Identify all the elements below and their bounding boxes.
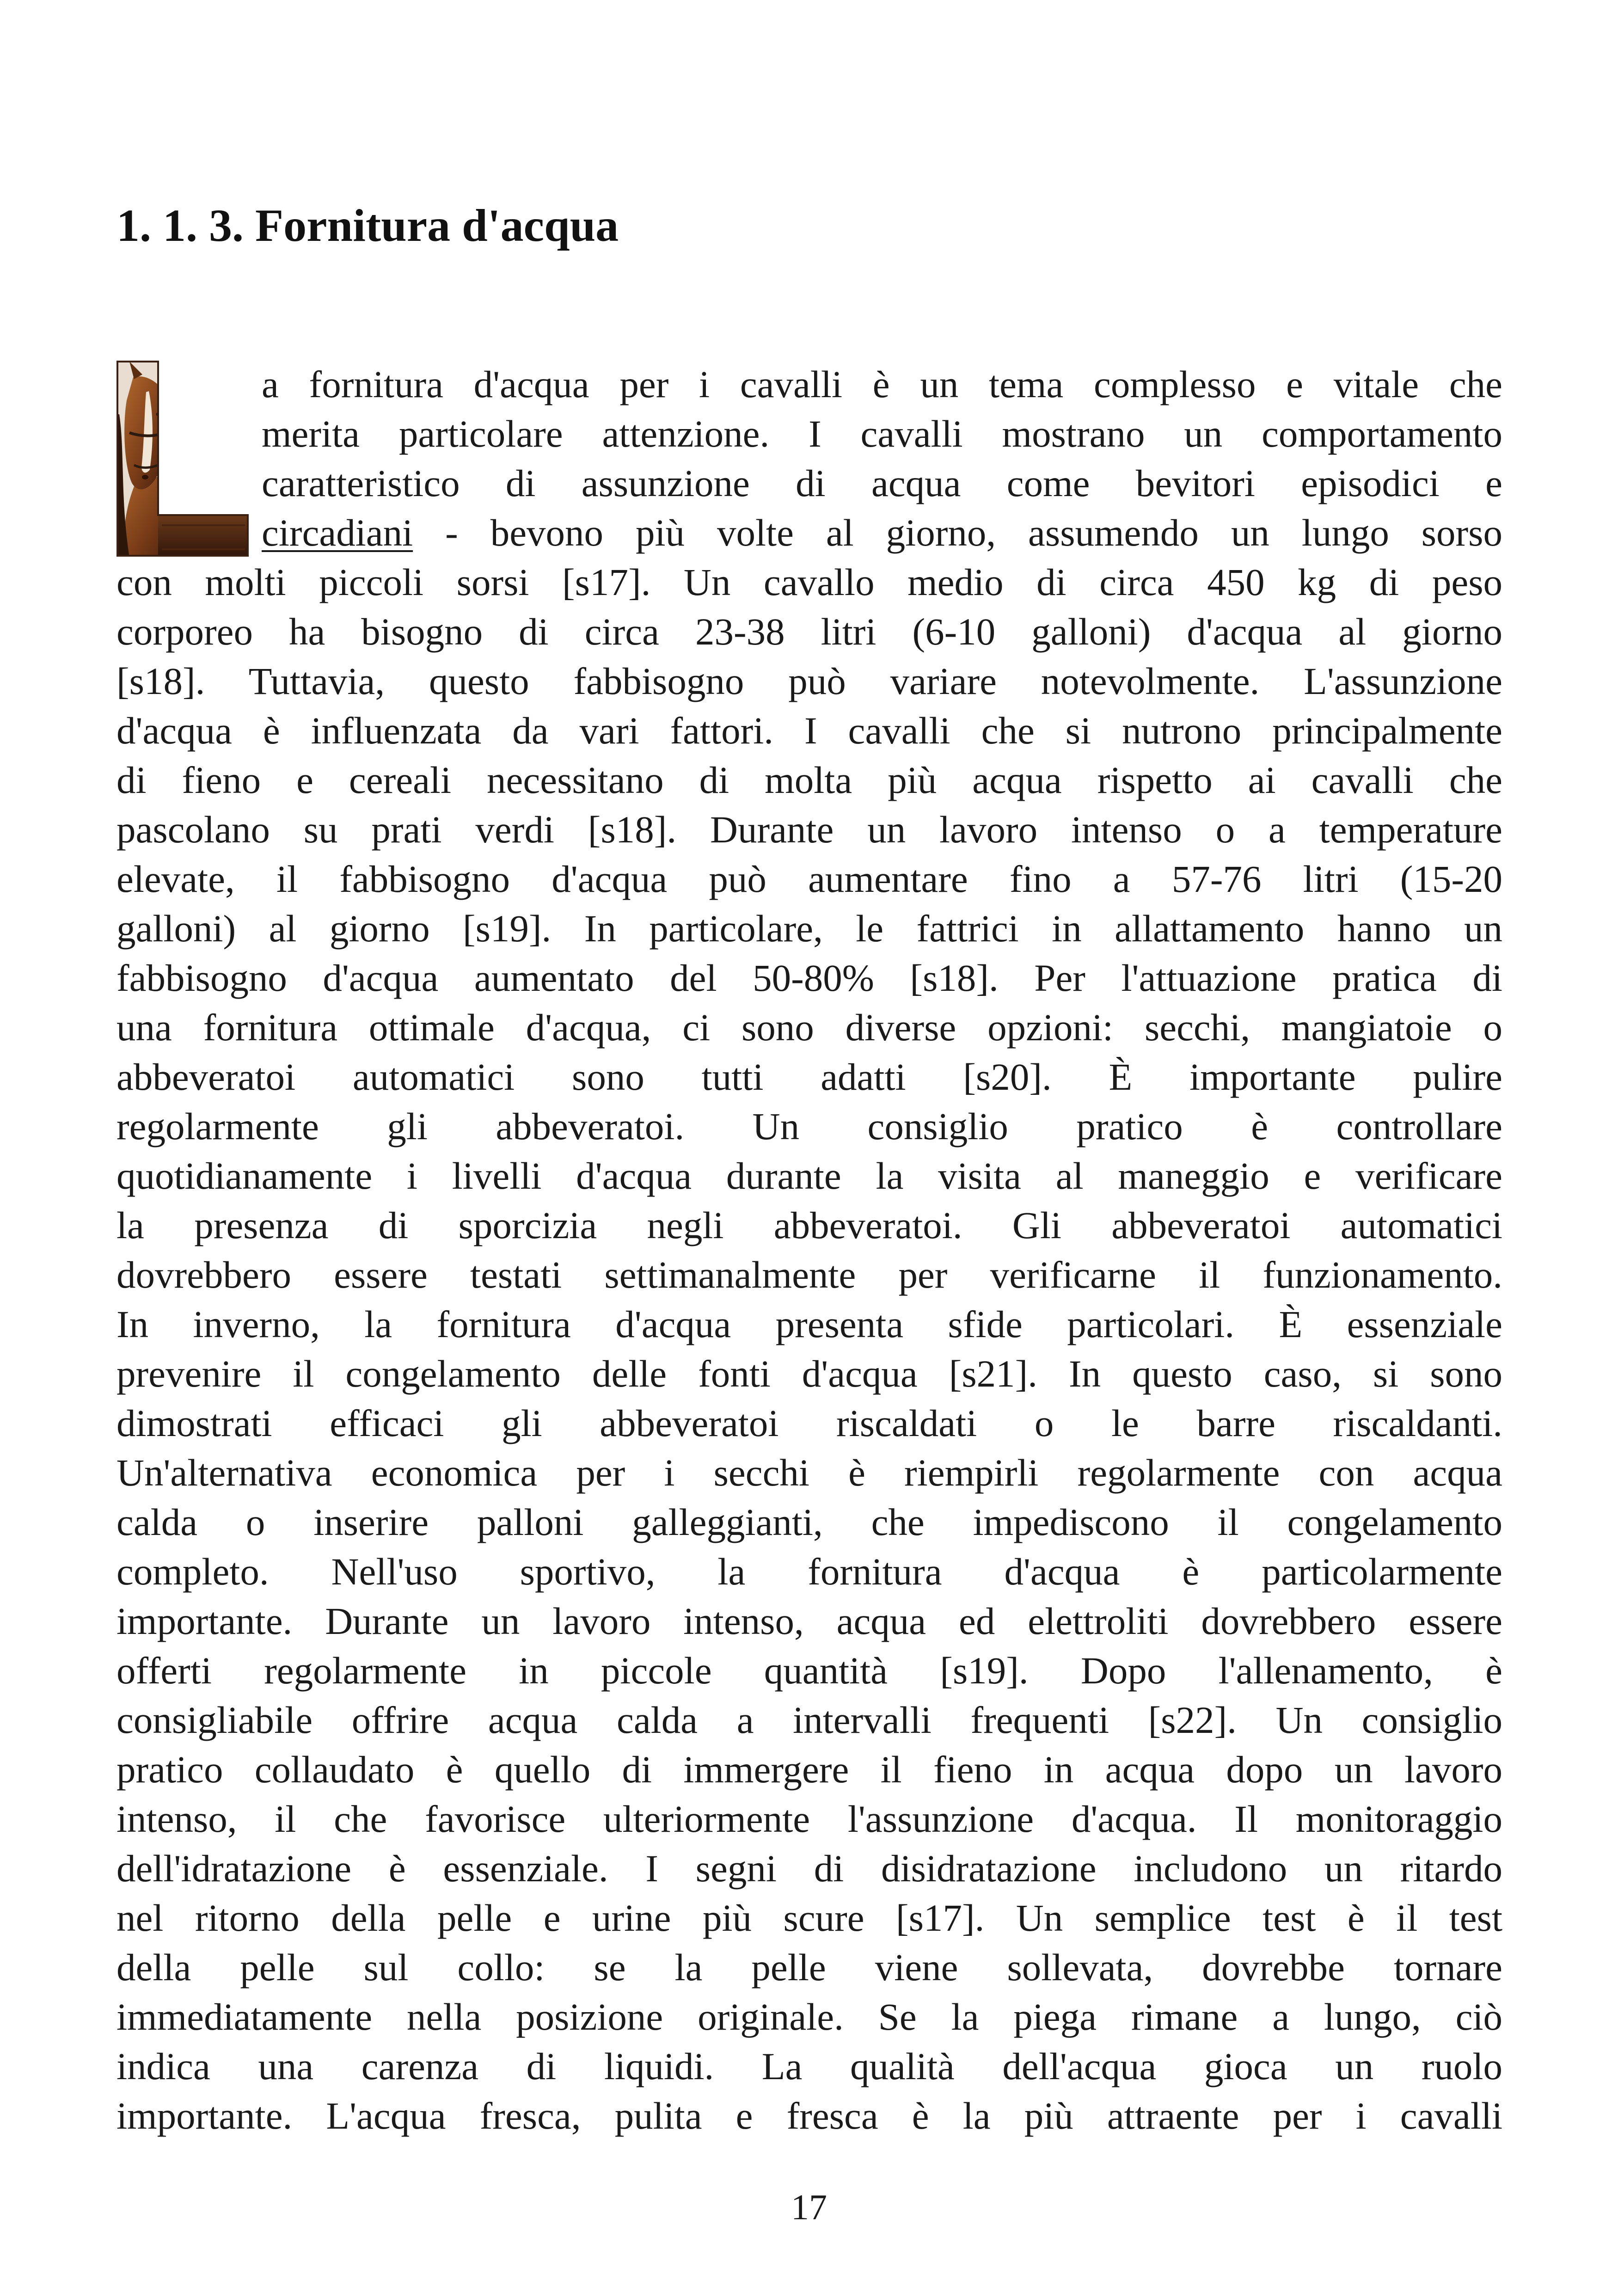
body-line: immediatamente nella posizione originale. Se la piega rimane a lungo, ciò [116,1995,1502,2038]
body-line: Un'alternativa economica per i secchi è riempirli regolarmente con acqua [116,1451,1502,1494]
body-line: quotidianamente i livelli d'acqua durante la visita al maneggio e verificare [116,1154,1502,1197]
body-line: dimostrati efficaci gli abbeveratoi riscaldati o le barre riscaldanti. [116,1402,1502,1444]
body-line: consigliabile offrire acqua calda a intervalli frequenti [s22]. Un consiglio [116,1699,1502,1741]
body-line: della pelle sul collo: se la pelle viene sollevata, dovrebbe tornare [116,1946,1502,1989]
body-line: indica una carenza di liquidi. La qualità dell'acqua gioca un ruolo [116,2045,1502,2087]
body-line: regolarmente gli abbeveratoi. Un consiglio pratico è controllare [116,1105,1502,1148]
body-line: galloni) al giorno [s19]. In particolare, le fattrici in allattamento hanno un [116,907,1502,950]
body-line: importante. Durante un lavoro intenso, acqua ed elettroliti dovrebbero essere [116,1600,1502,1642]
page-number: 17 [791,2187,827,2227]
body-line: completo. Nell'uso sportivo, la fornitura d'acqua è particolarmente [116,1550,1502,1593]
body-line: calda o inserire palloni galleggianti, che impediscono il congelamento [116,1501,1502,1543]
body-line: offerti regolarmente in piccole quantità [s19]. Dopo l'allenamento, è [116,1649,1502,1692]
body-line: elevate, il fabbisogno d'acqua può aumentare fino a 57-76 litri (15-20 [116,858,1502,900]
body-line: corporeo ha bisogno di circa 23-38 litri (6-10 galloni) d'acqua al giorno [116,610,1502,653]
body-line: dell'idratazione è essenziale. I segni di disidratazione includono un ritardo [116,1847,1502,1890]
body-line: fabbisogno d'acqua aumentato del 50-80% [s18]. Per l'attuazione pratica di [116,957,1502,999]
body-line-text: - bevono più volte al giorno, assumendo un lungo sorso [413,511,1502,554]
body-line [262,508,1502,558]
body-line: una fornitura ottimale d'acqua, ci sono diverse opzioni: secchi, mangiatoie o [116,1006,1502,1049]
body-line: abbeveratoi automatici sono tutti adatti [s20]. È importante pulire [116,1056,1502,1098]
horse-head-icon [116,359,250,558]
body-line: In inverno, la fornitura d'acqua presenta sfide particolari. È essenziale [116,1303,1502,1345]
body-line: pascolano su prati verdi [s18]. Durante un lavoro intenso o a temperature [116,808,1502,851]
body-line: caratteristico di assunzione di acqua come bevitori episodici e [262,462,1502,504]
body-line: importante. L'acqua fresca, pulita e fresca è la più attraente per i cavalli [116,2094,1502,2137]
body-line: a fornitura d'acqua per i cavalli è un tema complesso e vitale che [262,363,1502,405]
body-line: d'acqua è influenzata da vari fattori. I cavalli che si nutrono principalmente [116,709,1502,752]
section-heading: 1. 1. 3. Fornitura d'acqua [116,200,619,251]
decorative-dropcap-l [116,359,250,558]
body-line: con molti piccoli sorsi [s17]. Un cavallo medio di circa 450 kg di peso [116,561,1502,603]
body-line: [s18]. Tuttavia, questo fabbisogno può variare notevolmente. L'assunzione [116,660,1502,702]
body-line: la presenza di sporcizia negli abbeveratoi. Gli abbeveratoi automatici [116,1204,1502,1246]
body-line: di fieno e cereali necessitano di molta più acqua rispetto ai cavalli che [116,759,1502,801]
body-line: nel ritorno della pelle e urine più scure [s17]. Un semplice test è il test [116,1897,1502,1939]
body-line: pratico collaudato è quello di immergere il fieno in acqua dopo un lavoro [116,1748,1502,1791]
body-line: dovrebbero essere testati settimanalmente per verificarne il funzionamento. [116,1253,1502,1296]
body-line: intenso, il che favorisce ulteriormente l'assunzione d'acqua. Il monitoraggio [116,1798,1502,1840]
body-line: prevenire il congelamento delle fonti d'acqua [s21]. In questo caso, si sono [116,1352,1502,1395]
glossary-link-circadiani[interactable]: circadiani [262,511,413,554]
body-line: merita particolare attenzione. I cavalli mostrano un comportamento [262,412,1502,455]
